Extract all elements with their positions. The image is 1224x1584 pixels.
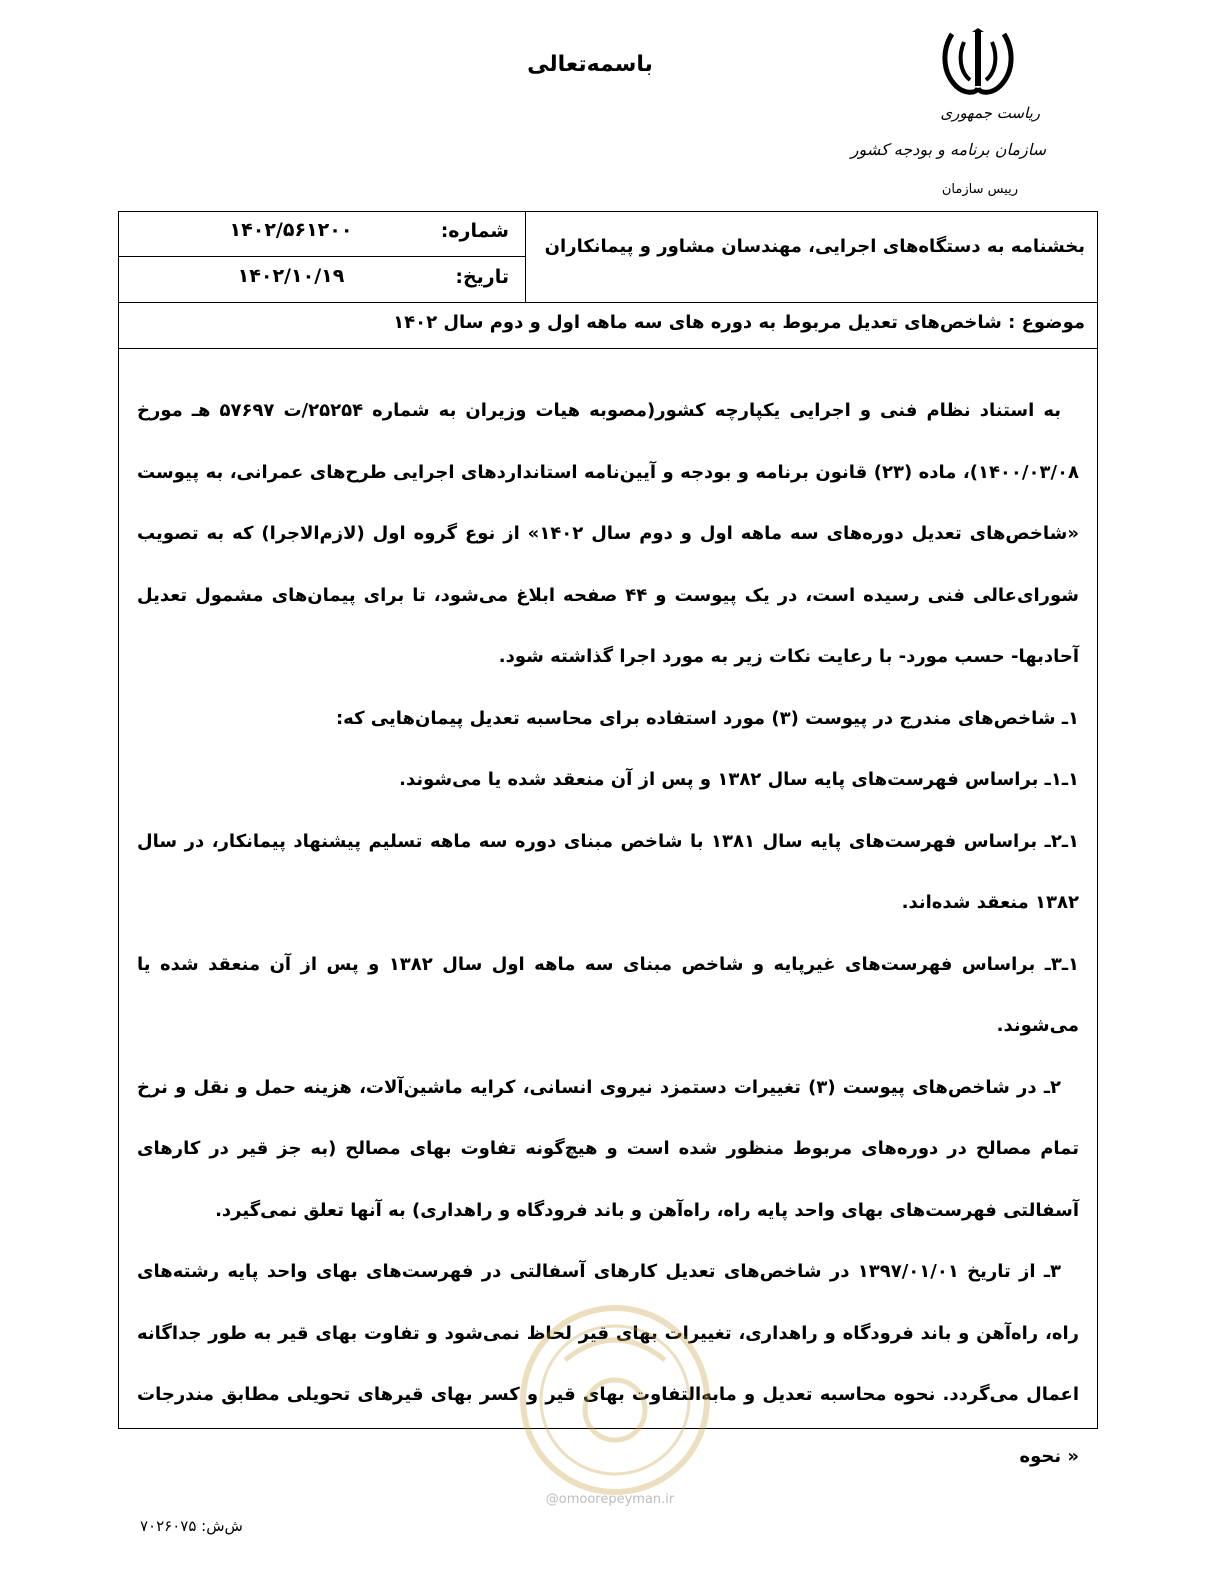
org-name: سازمان برنامه و بودجه کشور (850, 140, 1046, 159)
date-label: تاریخ: (455, 266, 509, 288)
divider (119, 302, 1097, 303)
paragraph-1: ۱ـ شاخص‌های مندرج در پیوست (۳) مورد استفاده برای محاسبه تعدیل پیمان‌هایی که: (335, 707, 1079, 729)
paragraph-3: ۳ـ از تاریخ ۱۳۹۷/۰۱/۰۱ در شاخص‌های تعدیل کارهای آسفالتی در فهرست‌های بهای واحد پایه رشته‌های راه، راه‌آهن و باند فرودگاه و راهداری، تغییرات بهای قیر لحاظ نمی‌شود و تفاوت بهای قیر به طور جداگانه اعمال می‌گردد. نحوه محاسبه تعدیل و مابه‌التفاوت بهای قیر و کسر بهای قیرهای تحویلی مطابق مندرجات « نحوه (137, 1261, 1079, 1467)
document-heading: باسمه‌تعالی (527, 52, 653, 77)
paragraph-1-3: ۱ـ۳ـ براساس فهرست‌های غیرپایه و شاخص مبنای سه ماهه اول سال ۱۳۸۲ و پس از آن منعقد شده یا می‌شوند. (137, 953, 1079, 1036)
divider (119, 256, 525, 257)
watermark-text: @omoorepeyman.ir (545, 1492, 675, 1507)
subject-line: موضوع : شاخص‌های تعدیل مربوط به دوره های سه ماهه اول و دوم سال ۱۴۰۲ (393, 312, 1085, 333)
paragraph-intro: به استناد نظام فنی و اجرایی یکپارچه کشور(مصوبه هیات وزیران به شماره ۲۵۲۵۴/ت ۵۷۶۹۷ هـ مورخ ۱۴۰۰/۰۳/۰۸)، ماده (۲۳) قانون برنامه و بودجه و آیین‌نامه استانداردهای اجرایی طرح‌های عمرانی، به پیوست «شاخص‌های تعدیل دوره‌های سه ماهه اول و دوم سال ۱۴۰۲» از نوع گروه اول (لازم‌الاجرا) که به تصویب شورای‌عالی فنی رسیده است، در یک پیوست و ۴۴ صفحه ابلاغ می‌شود، تا برای پیمان‌های مشمول تعدیل آحادبها- حسب مورد- با رعایت نکات زیر به مورد اجرا گذاشته شود. (137, 400, 1079, 667)
org-head: رییس سازمان (941, 182, 1018, 197)
number-value: ۱۴۰۲/۵۶۱۲۰۰ (229, 219, 353, 241)
recipient: بخشنامه به دستگاه‌های اجرایی، مهندسان مشاور و پیمانکاران (544, 236, 1085, 257)
letter-frame (118, 211, 1098, 1467)
divider (119, 348, 1097, 349)
paragraph-1-1: ۱ـ۱ـ براساس فهرست‌های پایه سال ۱۳۸۲ و پس از آن منعقد شده یا می‌شوند. (399, 769, 1079, 790)
document-code: ش‌ش: ۷۰۲۶۰۷۵ (140, 1517, 243, 1535)
org-presidency: ریاست جمهوری (940, 104, 1040, 122)
paragraph-1-2: ۱ـ۲ـ براساس فهرست‌های پایه سال ۱۳۸۱ با شاخص مبنای دوره سه ماهه تسلیم پیشنهاد پیمانکار، در سال ۱۳۸۲ منعقد شده‌اند. (137, 830, 1079, 913)
divider (525, 212, 526, 302)
paragraph-2: ۲ـ در شاخص‌های پیوست (۳) تغییرات دستمزد نیروی انسانی، کرایه ماشین‌آلات، هزینه حمل و نقل و نرخ تمام مصالح در دوره‌های مربوط منظور شده است و هیچ‌گونه تفاوت بهای مصالح (به جز قیر در کارهای آسفالتی فهرست‌های بهای واحد پایه راه، راه‌آهن و باند فرودگاه و راهداری) به آنها تعلق نمی‌گیرد. (137, 1076, 1079, 1221)
watermark-logo-icon (505, 1300, 725, 1500)
number-label: شماره: (440, 220, 509, 242)
date-value: ۱۴۰۲/۱۰/۱۹ (237, 265, 345, 287)
national-emblem-icon (940, 28, 1016, 96)
